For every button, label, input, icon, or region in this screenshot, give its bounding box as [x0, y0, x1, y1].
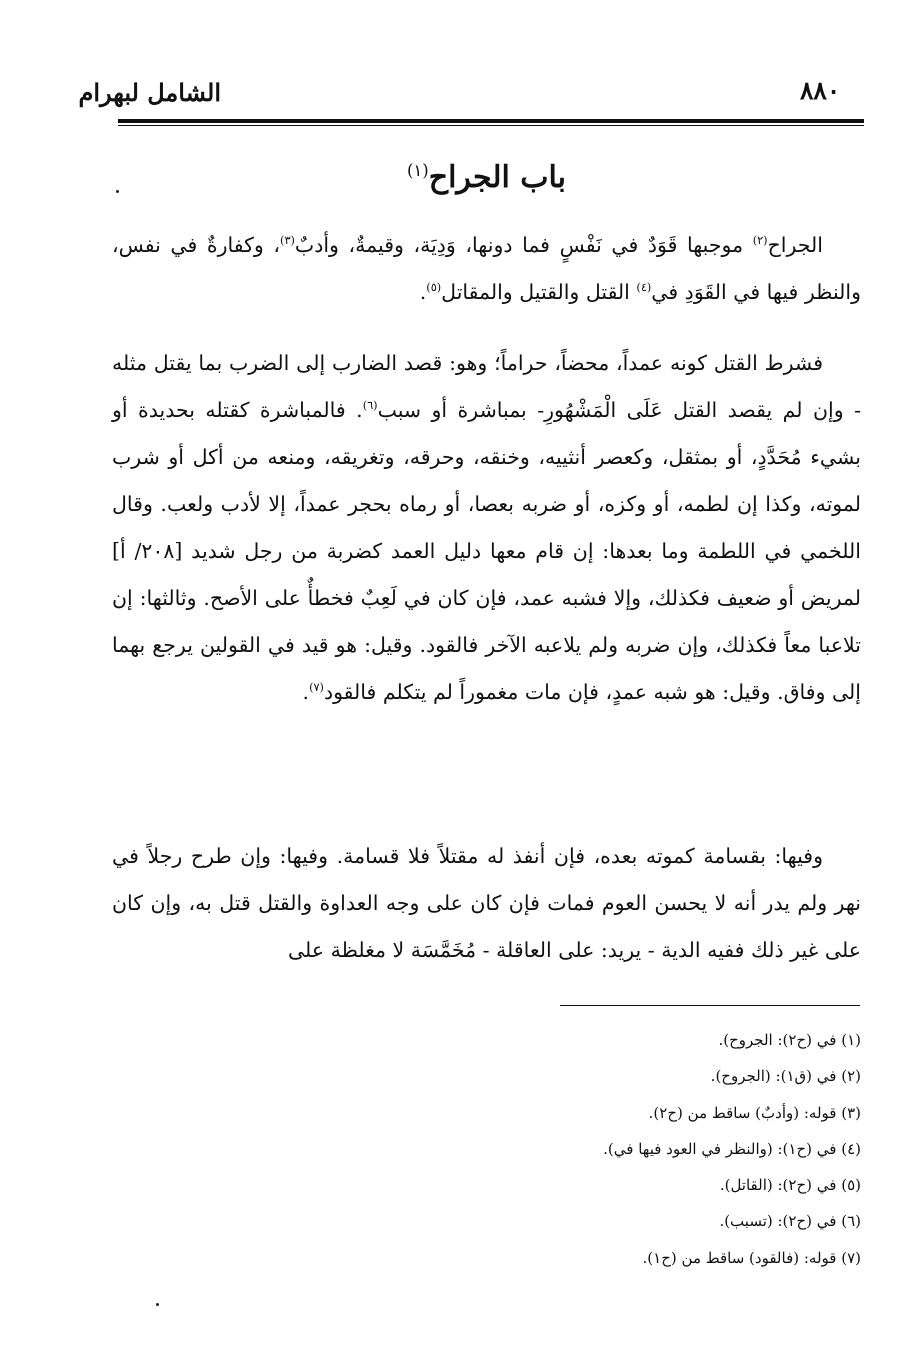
footnote-5: (٥) في (ح٢): (القاتل). — [719, 1176, 861, 1195]
chapter-title-text: باب الجراح — [428, 160, 566, 195]
paragraph-3 — [112, 833, 861, 974]
footnote-ref: (٥) — [426, 281, 442, 295]
header-rule-thick — [118, 119, 864, 123]
paragraph-text-run: الجراح — [767, 233, 823, 257]
footnote-2: (٢) في (ق١): (الجروح). — [710, 1067, 861, 1086]
paragraph-text-run: . — [419, 280, 427, 304]
footnote-6: (٦) في (ح٢): (تسبب). — [719, 1212, 861, 1231]
chapter-title-footnote-ref: (١) — [406, 161, 429, 180]
paragraph-text-run: موجبها قَوَدٌ في نَفْسٍ فما دونها، وَدِيَة، وقيمةٌ، وأدبٌ — [294, 233, 753, 257]
paragraph-2 — [112, 340, 861, 716]
footnote-ref: (٢) — [752, 234, 768, 248]
footnote-1: (١) في (ح٢): الجروح). — [718, 1031, 861, 1049]
paragraph-text-run: وفيها: بقسامة كموته بعده، فإن أنفذ له مقتلاً فلا قسامة. وفيها: وإن طرح رجلاً في نهر ولم يدر أنه لا يحسن العوم فمات فإن كان على وجه العداوة والقتل قتل به، وإن كان على غير ذلك ففيه الدية - يريد: على العاقلة - مُخَمَّسَة لا مغلظة على — [112, 844, 861, 962]
footnote-ref: (٣) — [280, 234, 295, 248]
scan-speck — [156, 1303, 159, 1306]
paragraph-text-run: فشرط القتل كونه عمداً، محضاً، حراماً؛ وهو: قصد الضارب إلى الضرب بما يقتل مثله - وإن لم يقصد القتل عَلَى الْمَشْهُورِ- بمباشرة أو سبب — [112, 351, 861, 422]
paragraph-text-run: . — [302, 680, 310, 704]
footnote-4: (٤) في (ح١): (والنظر في العود فيها في). — [603, 1139, 861, 1158]
footnote-ref: (٤) — [636, 281, 652, 295]
footnotes-list — [361, 1022, 861, 1276]
footnote-ref: (٦) — [362, 399, 378, 413]
footnote-separator — [560, 1005, 860, 1006]
page-number: ٨٨٠ — [800, 76, 841, 105]
chapter-title — [407, 160, 566, 195]
paragraph-text-run: ، وكفارةٌ في نفس، والنظر فيها في القَوَدِ في — [112, 233, 861, 304]
footnote-3: (٣) قوله: (وأدبٌ) ساقط من (ح٢). — [648, 1103, 861, 1122]
paragraph-text-run: القتل والقتيل والمقاتل — [441, 280, 637, 304]
footnote-7: (٧) قوله: (فالقود) ساقط من (ح١). — [642, 1248, 861, 1267]
paragraph-text-run: . فالمباشرة كقتله بحديدة أو بشيء مُحَدَّدٍ، أو بمثقل، وكعصر أنثييه، وخنقه، وحرقه، وتغريقه، ومنعه من أكل أو شرب لموته، وكذا إن لطمه، أو وكزه، أو ضربه بعصا، أو رماه بحجر عمداً، إلا لأدب ولعب. وقال اللخمي في اللطمة وما بعدها: إن قام معها دليل العمد كضربة من رجل شديد [٢٠٨/ أ] لمريض أو ضعيف فكذلك، وإلا فشبه عمد، فإن كان في لَعِبٌ فخطأٌ على الأصح. وثالثها: إن تلاعبا معاً فكذلك، وإن ضربه ولم يلاعبه الآخر فالقود. وقيل: هو قيد في القولين يرجع بهما إلى وفاق. وقيل: هو شبه عمدٍ، فإن مات مغموراً لم يتكلم فالقود — [112, 398, 861, 704]
footnote-ref: (٧) — [309, 681, 324, 695]
running-title: الشامل لبهرام — [78, 78, 221, 107]
scan-speck — [116, 190, 119, 193]
header-rule-thin — [118, 125, 864, 126]
paragraph-1 — [112, 222, 861, 316]
